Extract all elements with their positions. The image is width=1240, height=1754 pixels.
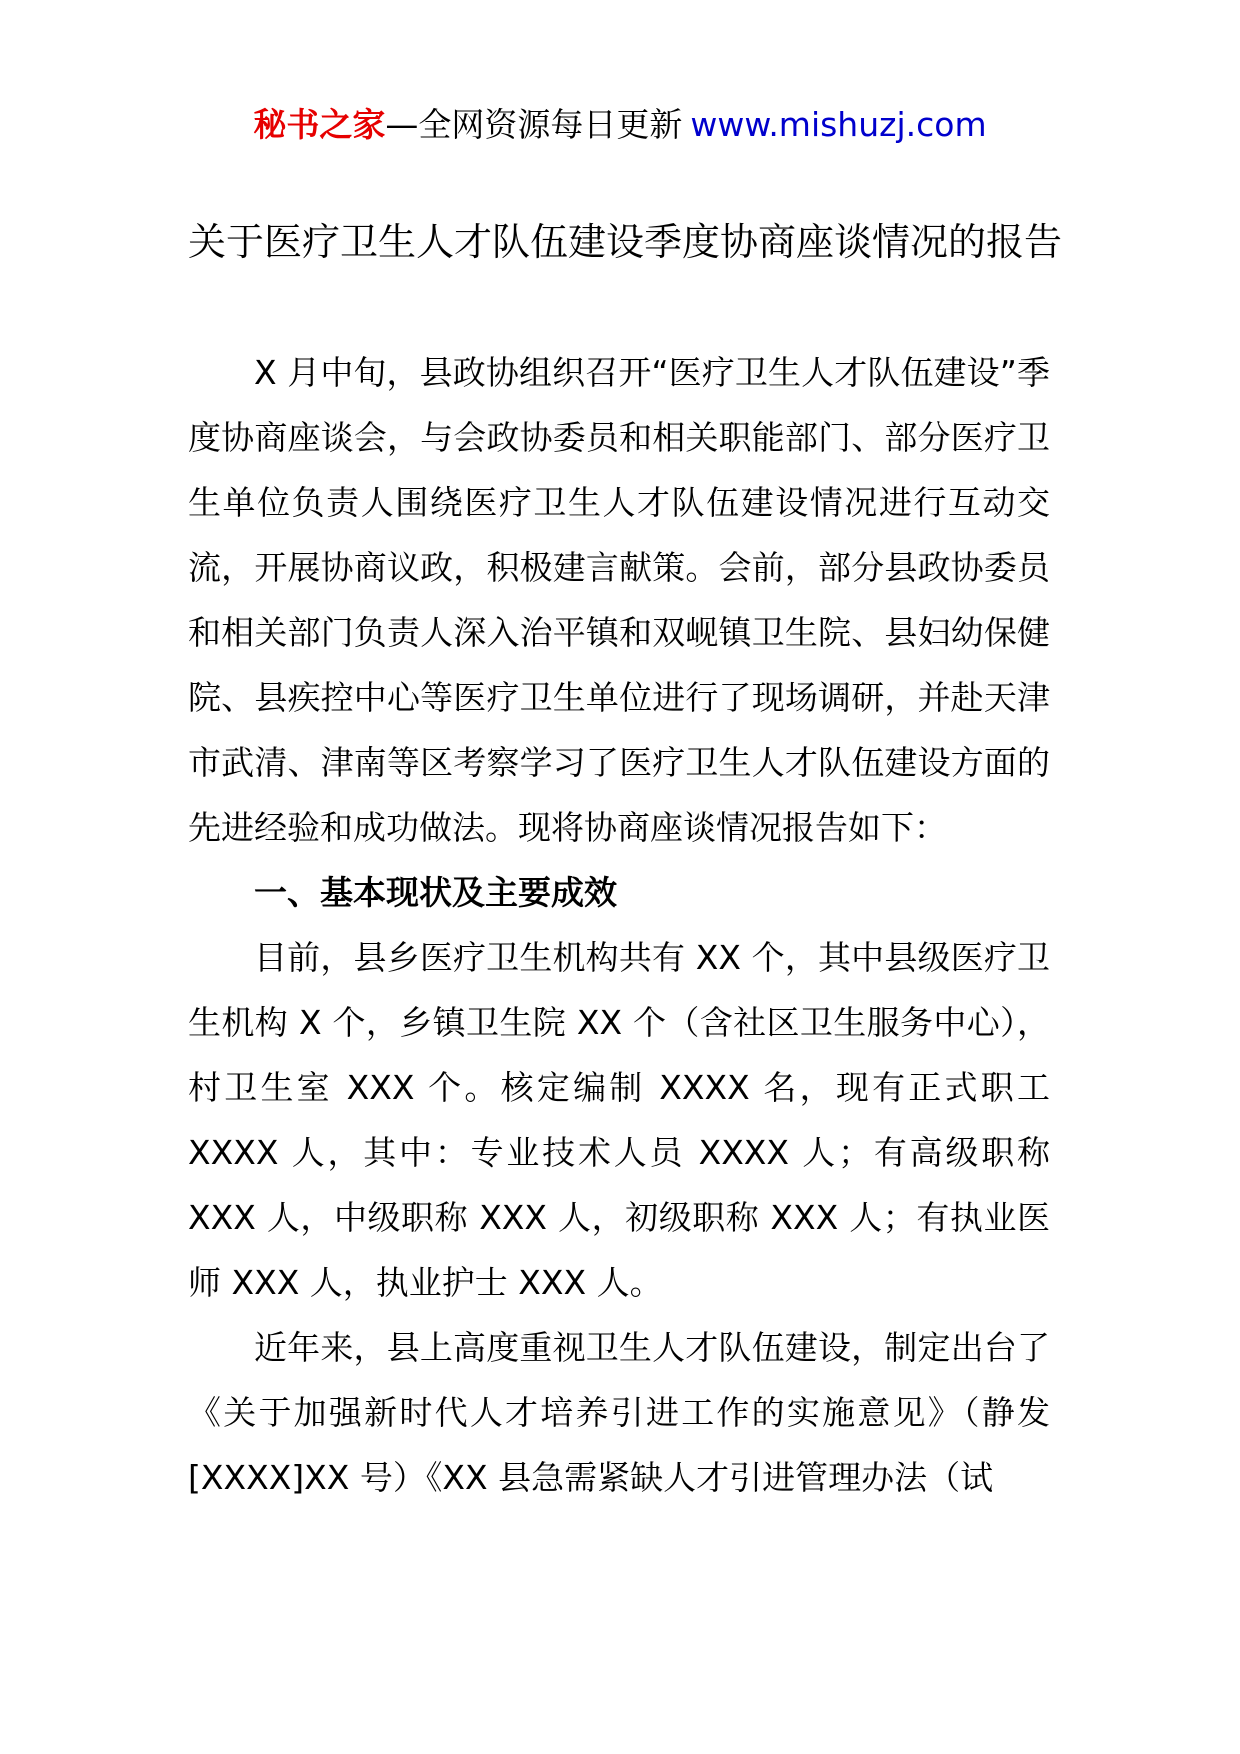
paragraph-measures: 近年来，县上高度重视卫生人才队伍建设，制定出台了《关于加强新时代人才培养引进工作的实施意见》（静发[XXXX]XX 号）《XX 县急需紧缺人才引进管理办法（试: [188, 1328, 1050, 1497]
header-slogan: 全网资源每日更新: [418, 105, 683, 144]
section-heading-1: 一、基本现状及主要成效: [254, 873, 617, 912]
document-body: [188, 340, 1050, 1510]
document-title: 关于医疗卫生人才队伍建设季度协商座谈情况的报告: [188, 220, 1063, 264]
site-url-link[interactable]: www.mishuzj.com: [690, 105, 987, 144]
site-header: [0, 100, 1240, 150]
paragraph-status: 目前，县乡医疗卫生机构共有 XX 个，其中县级医疗卫生机构 X 个，乡镇卫生院 XX 个（含社区卫生服务中心），村卫生室 XXX 个。核定编制 XXXX 名，现有正式职工 XXXX 人，其中：专业技术人员 XXXX 人；有高级职称 XXX 人，中级职称 XXX 人，初级职称 XXX 人；有执业医师 XXX 人，执业护士 XXX 人。: [188, 938, 1050, 1302]
paragraph-intro: X 月中旬，县政协组织召开“医疗卫生人才队伍建设”季度协商座谈会，与会政协委员和相关职能部门、部分医疗卫生单位负责人围绕医疗卫生人才队伍建设情况进行互动交流，开展协商议政，积极建言献策。会前，部分县政协委员和相关部门负责人深入治平镇和双岘镇卫生院、县妇幼保健院、县疾控中心等医疗卫生单位进行了现场调研，并赴天津市武清、津南等区考察学习了医疗卫生人才队伍建设方面的先进经验和成功做法。现将协商座谈情况报告如下：: [188, 353, 1050, 847]
brand-name: 秘书之家: [253, 105, 386, 144]
header-dash: —: [385, 105, 419, 144]
